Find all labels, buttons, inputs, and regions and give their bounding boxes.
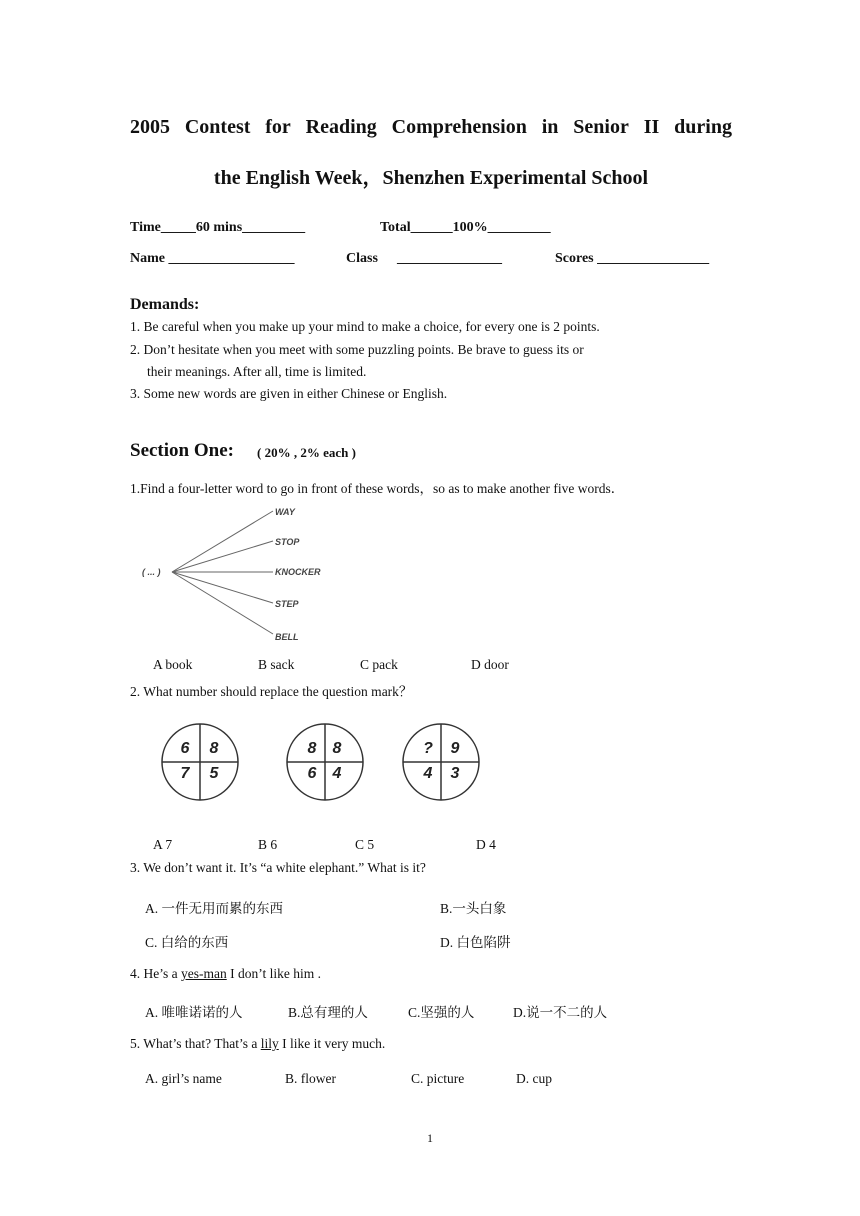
page-number: 1 [427, 1131, 433, 1145]
option: C pack [360, 657, 398, 672]
demand-item: 3. Some new words are given in either Chinese or English. [130, 386, 448, 401]
diagram-word: STOP [275, 537, 300, 547]
demands-heading: Demands: [130, 296, 200, 313]
total-field: Total______100%_________ [380, 220, 551, 235]
option: D door [471, 657, 509, 672]
name-field: Name __________________ [130, 251, 295, 266]
diagram-source-label: ( ... ) [142, 567, 161, 577]
scores-field: Scores ________________ [555, 251, 710, 266]
title-word: in [541, 116, 559, 138]
title-line-2: the English Week，Shenzhen Experimental School [213, 167, 649, 189]
title-line-1 [130, 116, 732, 139]
circle-number: 5 [209, 765, 219, 782]
option: D.说一不二的人 [513, 1005, 608, 1020]
circle-number: 9 [450, 740, 460, 757]
question-4-text [130, 966, 321, 982]
option: C 5 [355, 837, 375, 852]
class-field: _______________ [397, 251, 502, 266]
option: C. 白给的东西 [145, 935, 229, 950]
circle-number: 8 [332, 740, 342, 757]
circle-number: 7 [180, 765, 190, 782]
demand-item: their meanings. After all, time is limited. [147, 364, 367, 379]
section-scoring: ( 20% , 2% each ) [257, 445, 356, 460]
option: B 6 [258, 837, 278, 852]
demand-item: 1. Be careful when you make up your mind to make a choice, for every one is 2 points. [130, 319, 600, 334]
section-heading: Section One: [130, 440, 234, 461]
title-word: Comprehension [391, 116, 527, 138]
question-5-text [130, 1036, 385, 1052]
option: A book [153, 657, 193, 672]
fan-line [172, 572, 273, 634]
circle-number: 8 [307, 740, 317, 757]
word-fan-diagram [130, 503, 340, 643]
option: A. girl’s name [145, 1071, 222, 1086]
title-word: 2005 [130, 116, 170, 138]
question-1-text: 1.Find a four-letter word to go in front of these words，so as to make another five words． [130, 481, 625, 496]
circle-number: 6 [307, 765, 317, 782]
option: A. 一件无用而累的东西 [145, 901, 283, 916]
underlined-term: yes-man [181, 966, 227, 981]
diagram-word: STEP [275, 599, 299, 609]
option: C.坚强的人 [408, 1005, 475, 1020]
option: B.总有理的人 [288, 1005, 368, 1020]
time-field: Time_____60 mins_________ [130, 220, 306, 235]
option: D. 白色陷阱 [440, 935, 511, 950]
option: B.一头白象 [440, 901, 507, 916]
option: D 4 [476, 837, 496, 852]
underlined-term: lily [260, 1036, 279, 1051]
question-text-part: 5. What’s that? That’s a [130, 1036, 261, 1051]
fan-line [172, 511, 273, 572]
question-text-part: I like it very much. [278, 1036, 386, 1051]
title-word: Reading [305, 116, 377, 138]
circle-number: 3 [450, 765, 460, 782]
question-text-part: I don’t like him . [226, 966, 321, 981]
title-word: II [643, 116, 660, 138]
option: D. cup [516, 1071, 552, 1086]
circle-number: 8 [209, 740, 219, 757]
question-text-part: 4. He’s a [130, 966, 181, 981]
title-word: Senior [573, 116, 629, 138]
question-3-text: 3. We don’t want it. It’s “a white elephant.” What is it? [130, 860, 426, 875]
circle-number: 6 [180, 740, 190, 757]
demand-item: 2. Don’t hesitate when you meet with some puzzling points. Be brave to guess its or [130, 342, 584, 357]
option: B sack [258, 657, 295, 672]
title-word: Contest [184, 116, 251, 138]
question-2-text: 2. What number should replace the question mark？ [130, 684, 413, 699]
diagram-word: KNOCKER [275, 567, 321, 577]
circle-number: ? [423, 740, 433, 757]
fan-line [172, 572, 273, 603]
title-word: for [265, 116, 291, 138]
number-circles-diagram [155, 720, 485, 810]
class-label: Class [346, 251, 378, 266]
option: C. picture [411, 1071, 465, 1086]
option: B. flower [285, 1071, 336, 1086]
option: A 7 [153, 837, 173, 852]
option: A. 唯唯诺诺的人 [145, 1005, 243, 1020]
circle-number: 4 [332, 765, 342, 782]
diagram-word: WAY [275, 507, 295, 517]
diagram-word: BELL [275, 632, 299, 642]
fan-line [172, 541, 273, 572]
circle-number: 4 [423, 765, 433, 782]
title-word: during [674, 116, 732, 138]
